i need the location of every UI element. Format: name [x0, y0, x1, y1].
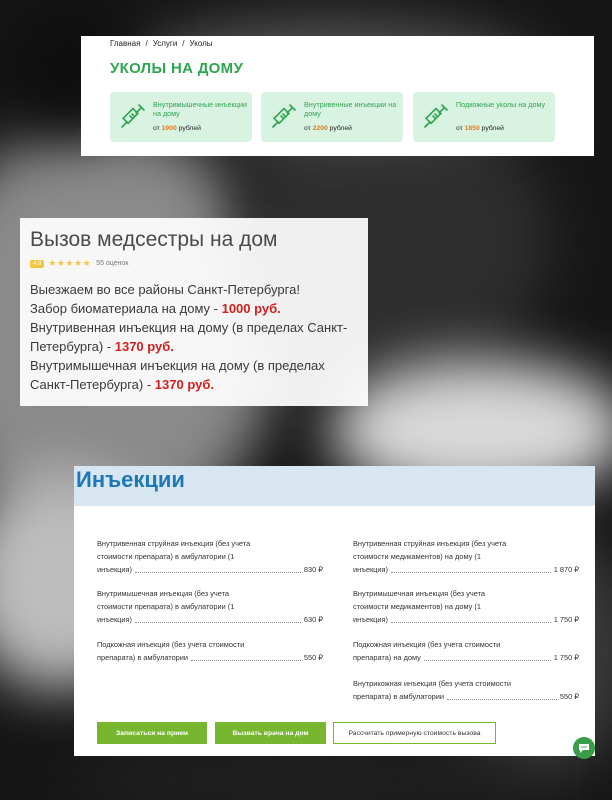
injections-at-home-card: [81, 36, 594, 156]
service-price: от 1900 рублей: [153, 125, 201, 132]
price-item: Внутривенная струйная инъекция (без учета стоимости медикаментов) на дому (1 инъекция) 1 870 ₽: [353, 539, 579, 574]
price-value: 550 ₽: [559, 692, 579, 701]
nurse-call-card: [20, 218, 368, 406]
chat-button[interactable]: [573, 737, 595, 759]
rating: [30, 258, 128, 269]
price-line: Забор биоматериала на дому - 1000 руб.: [30, 301, 281, 316]
service-name: Внутривенные инъекции на дому: [304, 100, 397, 118]
calculate-cost-button[interactable]: Рассчитать примерную стоимость вызова: [333, 722, 496, 744]
breadcrumb-services[interactable]: Услуги: [152, 39, 178, 48]
price-value: 830 ₽: [303, 565, 323, 574]
coverage-line: Выезжаем во все районы Санкт-Петербурга!: [30, 282, 300, 297]
price-item: Внутрикожная инъекция (без учета стоимости препарата) в амбулатории 550 ₽: [353, 679, 579, 701]
star-icons: ★★★★★: [48, 258, 92, 268]
section-title: Инъекции: [76, 467, 185, 492]
service-name: Подкожные уколы на дому: [456, 100, 546, 109]
price-item: Внутримышечная инъекция (без учета стоимости препарата) в амбулатории (1 инъекция) 630 ₽: [97, 589, 323, 624]
chat-icon: [578, 742, 590, 754]
reviews-count[interactable]: 55 оценок: [96, 260, 129, 267]
price-value: 1 750 ₽: [553, 653, 579, 662]
syringe-icon: [270, 102, 298, 130]
service-name: Внутримышечные инъекции на дому: [153, 100, 247, 118]
price-line: Внутримышечная инъекция на дому (в пределах Санкт-Петербурга) - 1370 руб.: [30, 358, 325, 392]
page-title: УКОЛЫ НА ДОМУ: [110, 60, 244, 77]
service-price: от 2200 рублей: [304, 125, 352, 132]
price-value: 550 ₽: [303, 653, 323, 662]
service-price: от 1850 рублей: [456, 125, 504, 132]
service-tile-subcutaneous[interactable]: [413, 92, 555, 142]
price-value: 1 750 ₽: [553, 615, 579, 624]
breadcrumb-separator: /: [145, 39, 148, 48]
injections-price-card: [74, 466, 595, 756]
card-title: Вызов медсестры на дом: [30, 228, 278, 251]
breadcrumb-separator: /: [182, 39, 185, 48]
price-value: 630 ₽: [303, 615, 323, 624]
syringe-icon: [119, 102, 147, 130]
book-appointment-button[interactable]: Записаться на прием: [97, 722, 207, 744]
breadcrumb: [110, 39, 213, 48]
price-item: Внутривенная струйная инъекция (без учета стоимости препарата) в амбулатории (1 инъекция) 830 ₽: [97, 539, 323, 574]
nurse-price-list: [30, 280, 365, 394]
price-value: 1 870 ₽: [553, 565, 579, 574]
breadcrumb-current: Уколы: [189, 39, 213, 48]
price-item: Внутримышечная инъекция (без учета стоимости медикаментов) на дому (1 инъекция) 1 750 ₽: [353, 589, 579, 624]
price-item: Подкожная инъекция (без учета стоимости препарата) на дому 1 750 ₽: [353, 640, 579, 662]
service-tile-intramuscular[interactable]: [110, 92, 252, 142]
syringe-icon: [422, 102, 450, 130]
section-header: [74, 466, 595, 506]
rating-score: 4.8: [30, 260, 44, 268]
breadcrumb-home[interactable]: Главная: [110, 39, 141, 48]
price-line: Внутривенная инъекция на дому (в пределах Санкт-Петербурга) - 1370 руб.: [30, 320, 348, 354]
call-doctor-button[interactable]: Вызвать врача на дом: [215, 722, 326, 744]
price-item: Подкожная инъекция (без учета стоимости препарата) в амбулатории 550 ₽: [97, 640, 323, 662]
service-tile-intravenous[interactable]: [261, 92, 403, 142]
